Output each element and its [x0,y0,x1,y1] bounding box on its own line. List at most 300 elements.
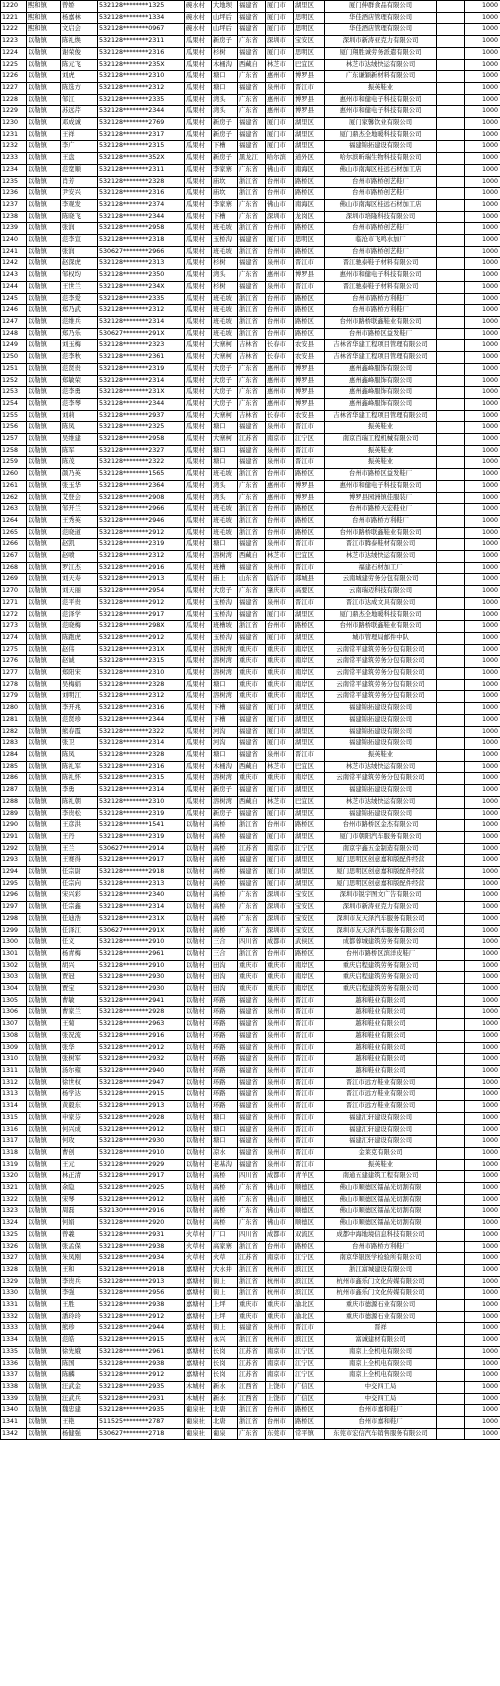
table-row [1,1393,500,1405]
village-cell: 瓜果村 [185,434,212,446]
table-row [1,948,500,960]
amount-cell: 1000 [465,726,500,738]
row-number-cell: 1278 [1,679,27,691]
city-cell: 杭州市 [266,1264,294,1276]
group-cell: 高桥 [212,890,238,902]
city-cell: 泉州市 [266,750,294,762]
city-cell: 泉州市 [266,1089,294,1101]
blank-cell [437,1030,465,1042]
id-number-cell: 532128********2937 [98,410,185,422]
row-number-cell: 1303 [1,972,27,984]
district-cell: 农安县 [294,410,325,422]
table-row [1,761,500,773]
row-number-cell: 1258 [1,445,27,457]
town-cell: 以勒镇 [27,1335,61,1347]
city-cell: 台州市 [266,176,294,188]
company-cell: 重庆市德源石业有限公司 [325,1300,437,1312]
village-cell: 嘉塘村 [185,1346,212,1358]
village-cell: 以勒村 [185,1124,212,1136]
blank-cell [437,925,465,937]
city-cell: 厦门市 [266,632,294,644]
table-row [1,445,500,457]
company-cell: 惠州鑫峰服饰有限公司 [325,375,437,387]
table-row [1,1183,500,1195]
name-cell: 陈麟 [61,1370,98,1382]
province-cell: 福建省 [238,1065,266,1077]
blank-cell [437,199,465,211]
table-row [1,562,500,574]
city-cell: 惠州市 [266,363,294,375]
amount-cell: 1000 [465,867,500,879]
id-number-cell: 532128********2328 [98,750,185,762]
id-number-cell: 532128********2315 [98,773,185,785]
town-cell: 以勒镇 [27,644,61,656]
table-row [1,480,500,492]
blank-cell [437,515,465,527]
district-cell: 晋江市 [294,1112,325,1124]
town-cell: 以勒镇 [27,363,61,375]
amount-cell: 1000 [465,129,500,141]
company-cell: 博罗县园洲镇佳服装厂 [325,492,437,504]
city-cell: 佛山市 [266,1206,294,1218]
name-cell: 陈晓飞 [61,211,98,223]
blank-cell [437,24,465,36]
village-cell: 瓜果村 [185,750,212,762]
town-cell: 以勒镇 [27,1054,61,1066]
id-number-cell: 532128********2912 [98,1042,185,1054]
town-cell: 以勒镇 [27,972,61,984]
group-cell: 大房子 [212,363,238,375]
table-row [1,714,500,726]
company-cell: 台州市路桥联鑫鞋业有限公司 [325,621,437,633]
name-cell: 任迪浩 [61,913,98,925]
amount-cell: 1000 [465,972,500,984]
amount-cell: 1000 [465,375,500,387]
district-cell: 晋江市 [294,1007,325,1019]
blank-cell [437,492,465,504]
province-cell: 四川省 [238,1229,266,1241]
blank-cell [437,398,465,410]
village-cell: 以勒村 [185,867,212,879]
row-number-cell: 1329 [1,1276,27,1288]
row-number-cell: 1232 [1,141,27,153]
city-cell: 泉州市 [266,82,294,94]
company-cell: 佛山市顺德区镭晶光切割有限 [325,1206,437,1218]
town-cell: 以勒镇 [27,141,61,153]
group-cell: 大地坝 [212,1,238,13]
name-cell: 杨青梅 [61,948,98,960]
id-number-cell: 532128********2313 [98,878,185,890]
town-cell: 以勒镇 [27,457,61,469]
village-cell: 瓜果村 [185,293,212,305]
blank-cell [437,1,465,13]
province-cell: 浙江省 [238,1276,266,1288]
company-cell: 惠州鑫峰服饰有限公司 [325,387,437,399]
table-row [1,878,500,890]
town-cell: 以勒镇 [27,820,61,832]
province-cell: 广东省 [238,925,266,937]
table-row [1,1101,500,1113]
province-cell: 重庆市 [238,972,266,984]
village-cell: 瓜果村 [185,586,212,598]
table-row [1,1112,500,1124]
amount-cell: 1000 [465,305,500,317]
blank-cell [437,1147,465,1159]
name-cell: 范晓梅 [61,621,98,633]
village-cell: 以勒村 [185,1206,212,1218]
name-cell: 曹创 [61,1147,98,1159]
row-number-cell: 1274 [1,632,27,644]
id-number-cell: 532128********2930 [98,972,185,984]
city-cell: 台州市 [266,328,294,340]
name-cell: 郑敏荣 [61,375,98,387]
district-cell: 顺德区 [294,1183,325,1195]
city-cell: 泉州市 [266,539,294,551]
company-cell: 南京百瑞工程机械有限公司 [325,434,437,446]
town-cell: 以勒镇 [27,71,61,83]
row-number-cell: 1308 [1,1030,27,1042]
province-cell: 浙江省 [238,1264,266,1276]
row-number-cell: 1229 [1,106,27,118]
amount-cell: 1000 [465,235,500,247]
blank-cell [437,235,465,247]
village-cell: 以勒村 [185,1054,212,1066]
company-cell: 重庆市德源石业有限公司 [325,1311,437,1323]
table-row [1,1381,500,1393]
group-cell: 杉树 [212,281,238,293]
province-cell: 福建省 [238,855,266,867]
row-number-cell: 1330 [1,1288,27,1300]
province-cell: 重庆市 [238,691,266,703]
group-cell: 玉桥沟 [212,632,238,644]
district-cell: 湖里区 [294,129,325,141]
amount-cell: 1000 [465,270,500,282]
province-cell: 福建省 [238,562,266,574]
amount-cell: 1000 [465,1311,500,1323]
city-cell: 台州市 [266,316,294,328]
name-cell: 刘天丽 [61,586,98,598]
blank-cell [437,1007,465,1019]
amount-cell: 1000 [465,527,500,539]
table-row [1,1358,500,1370]
company-cell: 越和鞋业有限公司 [325,1065,437,1077]
row-number-cell: 1318 [1,1147,27,1159]
table-row [1,176,500,188]
name-cell: 宋琴 [61,1194,98,1206]
amount-cell: 1000 [465,12,500,24]
table-row [1,1194,500,1206]
town-cell: 以勒镇 [27,1159,61,1171]
name-cell: 吴梅娟 [61,679,98,691]
company-cell: 杭州市鑫乐门文化传媒有限公司 [325,1276,437,1288]
town-cell: 以勒镇 [27,902,61,914]
province-cell: 福建省 [238,1112,266,1124]
table-row [1,890,500,902]
amount-cell: 1000 [465,761,500,773]
district-cell: 宝安区 [294,902,325,914]
amount-cell: 1000 [465,445,500,457]
blank-cell [437,410,465,422]
district-cell: 湖里区 [294,726,325,738]
company-cell: 成都蓉城建筑劳务有限公司 [325,937,437,949]
row-number-cell: 1280 [1,703,27,715]
amount-cell: 1000 [465,925,500,937]
id-number-cell: 532128********2916 [98,1030,185,1042]
company-cell: 南京上全机电有限公司 [325,1346,437,1358]
id-number-cell: 532128********231X [98,644,185,656]
blank-cell [437,375,465,387]
village-cell: 以勒村 [185,960,212,972]
city-cell: 重庆市 [266,960,294,972]
amount-cell: 1000 [465,164,500,176]
row-number-cell: 1248 [1,328,27,340]
blank-cell [437,679,465,691]
blank-cell [437,1136,465,1148]
group-cell: 班毛坡 [212,504,238,516]
group-cell: 长岗 [212,1358,238,1370]
group-cell: 河沟 [212,738,238,750]
district-cell: 思明区 [294,24,325,36]
group-cell: 班槽 [212,562,238,574]
table-row [1,1042,500,1054]
group-cell: 塘口 [212,422,238,434]
blank-cell [437,480,465,492]
name-cell: 陈茂 [61,457,98,469]
town-cell: 以勒镇 [27,328,61,340]
district-cell: 晋江市 [294,1077,325,1089]
row-number-cell: 1298 [1,913,27,925]
blank-cell [437,527,465,539]
amount-cell: 1000 [465,679,500,691]
city-cell: 佛山市 [266,164,294,176]
district-cell: 博罗县 [294,480,325,492]
district-cell: 思明区 [294,12,325,24]
town-cell: 以勒镇 [27,1136,61,1148]
company-cell: 深圳市培隆科技有限公司 [325,211,437,223]
district-cell: 湖里区 [294,878,325,890]
id-number-cell: 532128********298X [98,621,185,633]
village-cell: 嘉塘村 [185,1264,212,1276]
town-cell: 以勒镇 [27,597,61,609]
table-row [1,656,500,668]
company-cell: 福建锦拓建设有限公司 [325,714,437,726]
province-cell: 福建省 [238,1089,266,1101]
town-cell: 以勒镇 [27,1077,61,1089]
id-number-cell: 532128********2940 [98,1065,185,1077]
company-cell: 台州市路桥创艺鞋厂 [325,176,437,188]
amount-cell: 1000 [465,539,500,551]
city-cell: 南京市 [266,1370,294,1382]
town-cell: 以勒镇 [27,878,61,890]
group-cell: 大寨柯 [212,410,238,422]
group-cell: 长岗 [212,1346,238,1358]
village-cell: 瓜果村 [185,129,212,141]
row-number-cell: 1256 [1,422,27,434]
district-cell: 双流区 [294,1229,325,1241]
province-cell: 福建省 [238,1147,266,1159]
name-cell: 罗江杰 [61,562,98,574]
blank-cell [437,59,465,71]
village-cell: 瓜果村 [185,445,212,457]
id-number-cell: 532128********2769 [98,118,185,130]
village-cell: 瓜果村 [185,94,212,106]
blank-cell [437,902,465,914]
town-cell: 以勒镇 [27,621,61,633]
town-cell: 以勒镇 [27,913,61,925]
blank-cell [437,1381,465,1393]
table-row [1,375,500,387]
id-number-cell: 532128********2319 [98,363,185,375]
group-cell: 大寨柯 [212,340,238,352]
village-cell: 瓜果村 [185,141,212,153]
town-cell: 以勒镇 [27,1206,61,1218]
company-cell: 台州市路桥区滨洋皮鞋厂 [325,948,437,960]
group-cell: 高桥 [212,1218,238,1230]
company-cell: 佛山市顺德区镭晶光切割有限 [325,1218,437,1230]
name-cell: 谢荣俊 [61,47,98,59]
group-cell: 大寨柯 [212,434,238,446]
row-number-cell: 1236 [1,188,27,200]
province-cell: 广东省 [238,270,266,282]
district-cell: 湖里区 [294,118,325,130]
company-cell: 台州市路桥创艺鞋厂 [325,246,437,258]
amount-cell: 1000 [465,960,500,972]
table-row [1,387,500,399]
blank-cell [437,94,465,106]
id-number-cell: 532128********2335 [98,293,185,305]
city-cell: 惠州市 [266,398,294,410]
row-number-cell: 1319 [1,1159,27,1171]
group-cell: 田沟 [212,972,238,984]
district-cell: 晋江市 [294,597,325,609]
id-number-cell: 532128********2913 [98,1101,185,1113]
village-cell: 碗水村 [185,1,212,13]
table-row [1,1276,500,1288]
district-cell: 湖里区 [294,831,325,843]
amount-cell: 1000 [465,1101,500,1113]
table-row [1,1054,500,1066]
row-number-cell: 1265 [1,527,27,539]
province-cell: 重庆市 [238,773,266,785]
city-cell: 重庆市 [266,691,294,703]
row-number-cell: 1276 [1,656,27,668]
city-cell: 台州市 [266,1417,294,1429]
village-cell: 瓜果村 [185,632,212,644]
group-cell: 新房子 [212,785,238,797]
group-cell: 湾头 [212,492,238,504]
town-cell: 以勒镇 [27,1124,61,1136]
town-cell: 以勒镇 [27,1019,61,1031]
blank-cell [437,808,465,820]
province-cell: 吉林省 [238,340,266,352]
village-cell: 瓜果村 [185,551,212,563]
name-cell: 陈礼怀 [61,773,98,785]
company-cell: 福建汇轩建设有限公司 [325,1136,437,1148]
town-cell: 以勒镇 [27,1428,61,1440]
row-number-cell: 1251 [1,363,27,375]
village-cell: 葡泉社 [185,1428,212,1440]
id-number-cell: 530627********2718 [98,1428,185,1440]
amount-cell: 1000 [465,24,500,36]
amount-cell: 1000 [465,995,500,1007]
name-cell: 任泽江 [61,925,98,937]
row-number-cell: 1270 [1,586,27,598]
district-cell: 武侯区 [294,937,325,949]
town-cell: 以勒镇 [27,1241,61,1253]
name-cell: 尹安兴 [61,188,98,200]
district-cell: 道外区 [294,153,325,165]
town-cell: 以勒镇 [27,246,61,258]
town-cell: 以勒镇 [27,773,61,785]
district-cell: 路桥区 [294,948,325,960]
table-row [1,1428,500,1440]
id-number-cell: 532128********2350 [98,270,185,282]
company-cell: 东莞市宏信汽车销售服务有限公司 [325,1428,437,1440]
row-number-cell: 1261 [1,480,27,492]
province-cell: 福建省 [238,422,266,434]
row-number-cell: 1273 [1,621,27,633]
amount-cell: 1000 [465,153,500,165]
blank-cell [437,270,465,282]
blank-cell [437,1300,465,1312]
row-number-cell: 1259 [1,457,27,469]
name-cell: 曹家兰 [61,1007,98,1019]
company-cell: 福建汇轩建设有限公司 [325,1124,437,1136]
city-cell: 厦门市 [266,24,294,36]
company-cell: 晋祥 [325,1323,437,1335]
amount-cell: 1000 [465,328,500,340]
town-cell: 以勒镇 [27,995,61,1007]
district-cell: 巴宜区 [294,59,325,71]
province-cell: 广东省 [238,902,266,914]
town-cell: 以勒镇 [27,761,61,773]
town-cell: 以勒镇 [27,1300,61,1312]
company-cell: 厦门思明区创意嘉和版配件经营 [325,878,437,890]
amount-cell: 1000 [465,820,500,832]
group-cell: 杉树 [212,258,238,270]
id-number-cell: 532128********2963 [98,1019,185,1031]
row-number-cell: 1341 [1,1417,27,1429]
table-row [1,410,500,422]
company-cell: 厦门家馨饮业有限公司 [325,118,437,130]
village-cell: 以勒村 [185,1089,212,1101]
village-cell: 以勒村 [185,902,212,914]
province-cell: 浙江省 [238,504,266,516]
town-cell: 以勒镇 [27,1089,61,1101]
blank-cell [437,141,465,153]
district-cell: 博罗县 [294,94,325,106]
blank-cell [437,1264,465,1276]
company-cell: 振英鞋业 [325,1159,437,1171]
group-cell: 环路 [212,1054,238,1066]
province-cell: 广东省 [238,211,266,223]
name-cell: 曹敏 [61,995,98,1007]
village-cell: 以勒村 [185,1194,212,1206]
name-cell: 陈国 [61,1358,98,1370]
company-cell: 振英鞋业 [325,422,437,434]
id-number-cell: 532128********2314 [98,738,185,750]
name-cell: 张华 [61,1042,98,1054]
company-cell: 金莱克有限公司 [325,1147,437,1159]
company-cell: 福建石材加工厂 [325,562,437,574]
id-number-cell: 532128********2930 [98,1136,185,1148]
id-number-cell: 532128********2912 [98,632,185,644]
city-cell: 泉州市 [266,1054,294,1066]
amount-cell: 1000 [465,1136,500,1148]
district-cell: 南海区 [294,199,325,211]
row-number-cell: 1287 [1,785,27,797]
town-cell: 以勒镇 [27,270,61,282]
